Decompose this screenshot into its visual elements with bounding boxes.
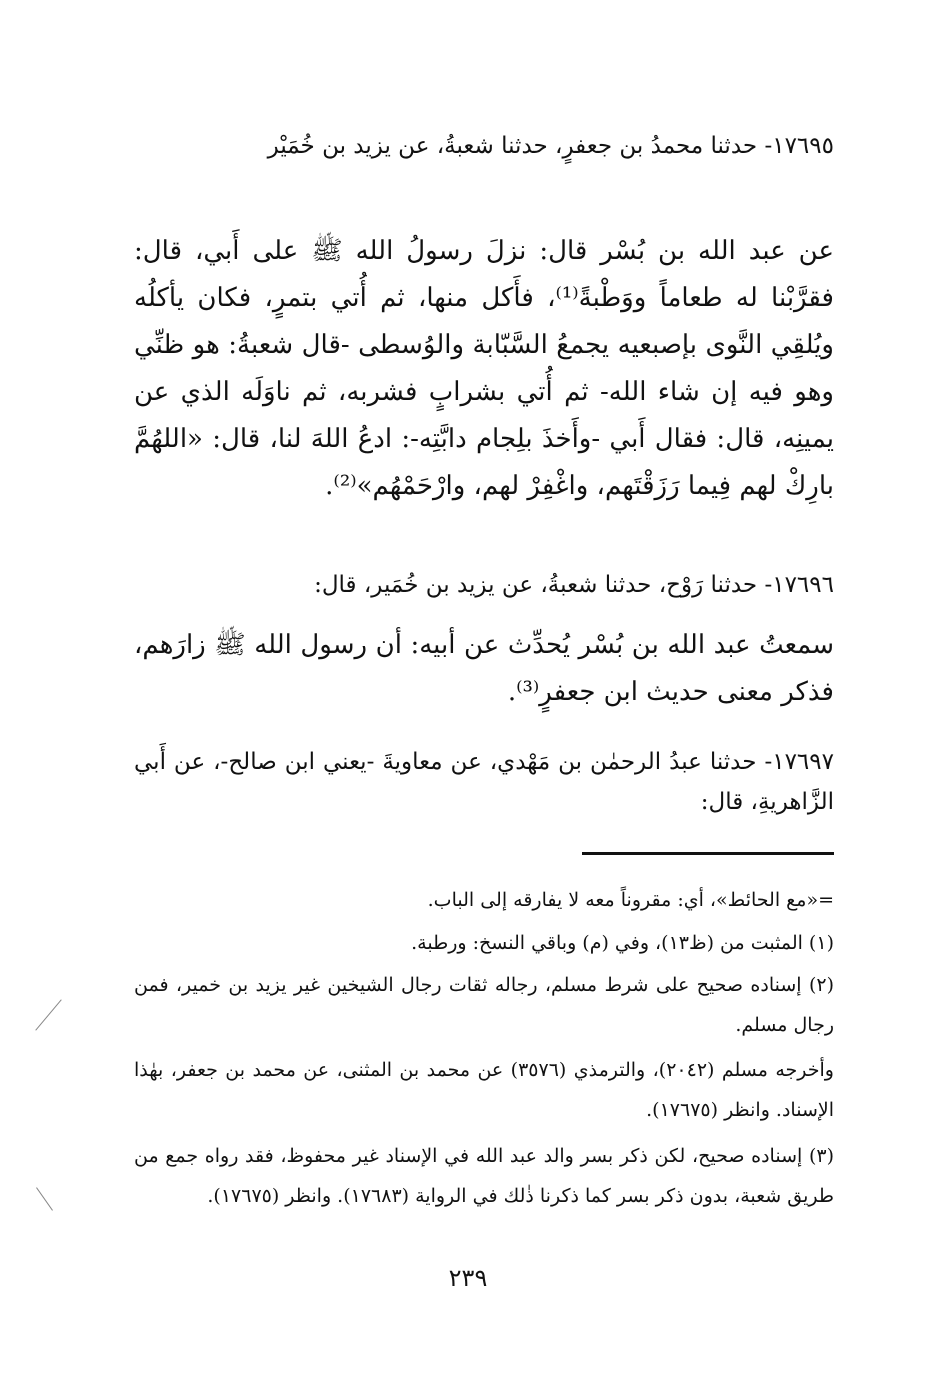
scan-artifact-line <box>36 1187 53 1211</box>
footnote-separator <box>582 852 834 855</box>
page-number: ٢٣٩ <box>448 1264 488 1292</box>
scan-artifact-line <box>35 999 61 1030</box>
hadith-17696-isnad: ١٧٦٩٦- حدثنا رَوْح، حدثنا شعبةُ، عن يزيد بن خُمَير، قال: <box>314 572 834 598</box>
footnote-2-extra: وأخرجه مسلم (٢٠٤٢)، والترمذي (٣٥٧٦) عن محمد بن المثنى، عن محمد بن جعفر، بهٰذا الإسناد. وانظر (١٧٦٧٥). <box>134 1059 834 1121</box>
footnote-3: (٣) إسناده صحيح، لكن ذكر بسر والد عبد الله في الإسناد غير محفوظ، فقد رواه جمع من طريق شعبة، بدون ذكر بسر كما ذكرنا ذٰلك في الرواية (١٧٦٨٣). وانظر (١٧٦٧٥). <box>134 1145 834 1207</box>
hadith-17695-isnad: ١٧٦٩٥- حدثنا محمدُ بن جعفرٍ، حدثنا شعبةُ، عن يزيد بن خُمَيْر <box>267 133 834 159</box>
footnote-1: (١) المثبت من (ظ١٣)، وفي (م) وباقي النسخ: ورطبة. <box>411 932 834 954</box>
hadith-17696-matn: سمعتُ عبد الله بن بُسْر يُحدِّث عن أبيه: أن رسول الله ﷺ زارَهم، فذكر معنى حديث ابن جعفرٍ⁽³⁾. <box>134 630 834 707</box>
footnote-2: (٢) إسناده صحيح على شرط مسلم، رجاله ثقات رجال الشيخين غير يزيد بن خمير، فمن رجال مسلم. <box>134 974 834 1036</box>
hadith-17697-isnad: ١٧٦٩٧- حدثنا عبدُ الرحمٰن بن مَهْدي، عن معاويةَ -يعني ابن صالح-، عن أَبي الزَّاهريةِ، قال: <box>134 749 834 815</box>
hadith-17695-matn: عن عبد الله بن بُسْر قال: نزلَ رسولُ الله ﷺ على أَبي، قال: فقرَّبْنا له طعاماً ووَطْبةً⁽¹⁾، فأَكل منها، ثم أُتي بتمرٍ، فكان يأكلُه ويُلقِي النَّوى بإصبعيه يجمعُ السَّبّابة والوُسطى -قال شعبةُ: هو ظنِّي وهو فيه إن شاء الله- ثم أُتي بشرابٍ فشربه، ثم ناوَلَه الذي عن يمينِه، قال: فقال أَبي -وأَخذَ بلِجام دابَّتِه-: ادعُ اللهَ لنا، قال: «اللهُمَّ بارِكْ لهم فِيما رَزَقْتَهم، واغْفِرْ لهم، وارْحَمْهُم»⁽²⁾. <box>134 236 834 501</box>
footnote-continuation: =«مع الحائط»، أي: مقروناً معه لا يفارقه إلى الباب. <box>427 889 834 911</box>
